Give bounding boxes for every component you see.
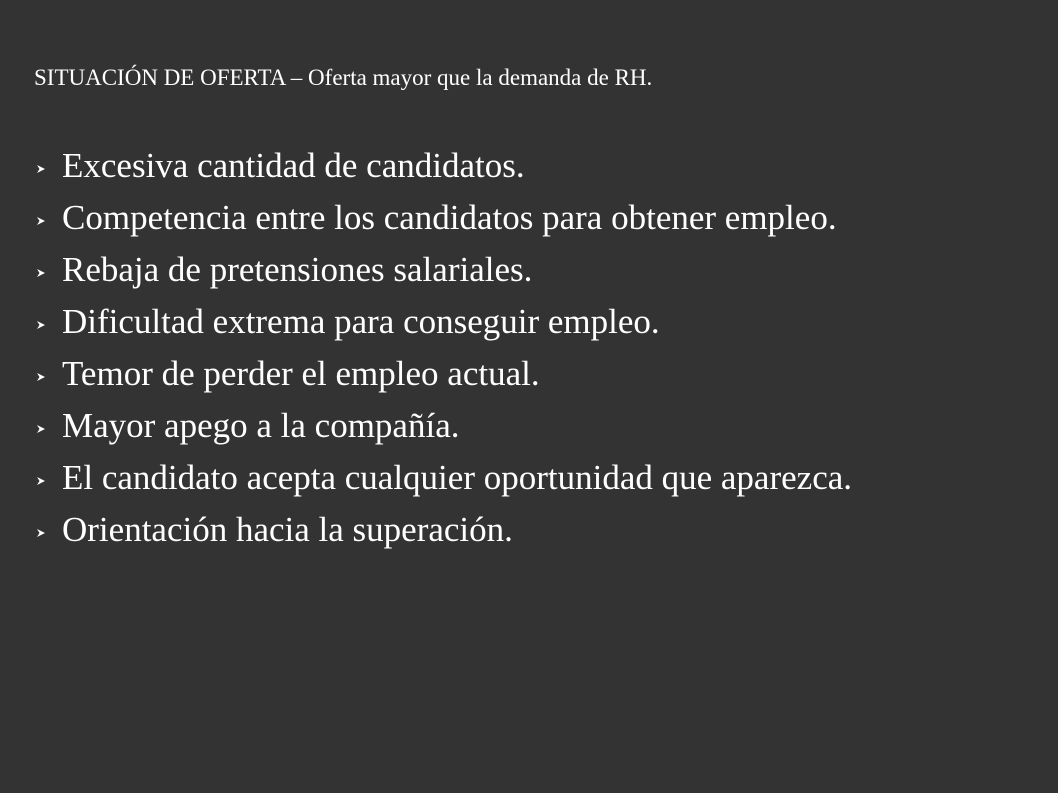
list-item-text: Orientación hacia la superación. [62, 510, 513, 549]
list-item [36, 140, 852, 192]
list-item-text: Temor de perder el empleo actual. [62, 354, 540, 393]
list-item-text: Excesiva cantidad de candidatos. [62, 146, 525, 185]
list-item-text: Rebaja de pretensiones salariales. [62, 250, 533, 289]
list-item [36, 244, 852, 296]
arrowhead-bullet-icon [36, 314, 62, 330]
slide-heading: SITUACIÓN DE OFERTA – Oferta mayor que la demanda de RH. [34, 65, 653, 90]
list-item [36, 192, 852, 244]
list-item [36, 348, 852, 400]
list-item-text: El candidato acepta cualquier oportunidad que aparezca. [62, 458, 853, 497]
list-item-text: Dificultad extrema para conseguir empleo. [62, 302, 660, 341]
list-item [36, 296, 852, 348]
arrowhead-bullet-icon [36, 366, 62, 382]
arrowhead-bullet-icon [36, 210, 62, 226]
bullet-list [36, 140, 852, 556]
arrowhead-bullet-icon [36, 262, 62, 278]
arrowhead-bullet-icon [36, 470, 62, 486]
list-item-text: Competencia entre los candidatos para obtener empleo. [62, 198, 837, 237]
arrowhead-bullet-icon [36, 522, 62, 538]
list-item [36, 400, 852, 452]
arrowhead-bullet-icon [36, 418, 62, 434]
list-item-text: Mayor apego a la compañía. [62, 406, 460, 445]
arrowhead-bullet-icon [36, 158, 62, 174]
list-item [36, 452, 852, 504]
list-item [36, 504, 852, 556]
